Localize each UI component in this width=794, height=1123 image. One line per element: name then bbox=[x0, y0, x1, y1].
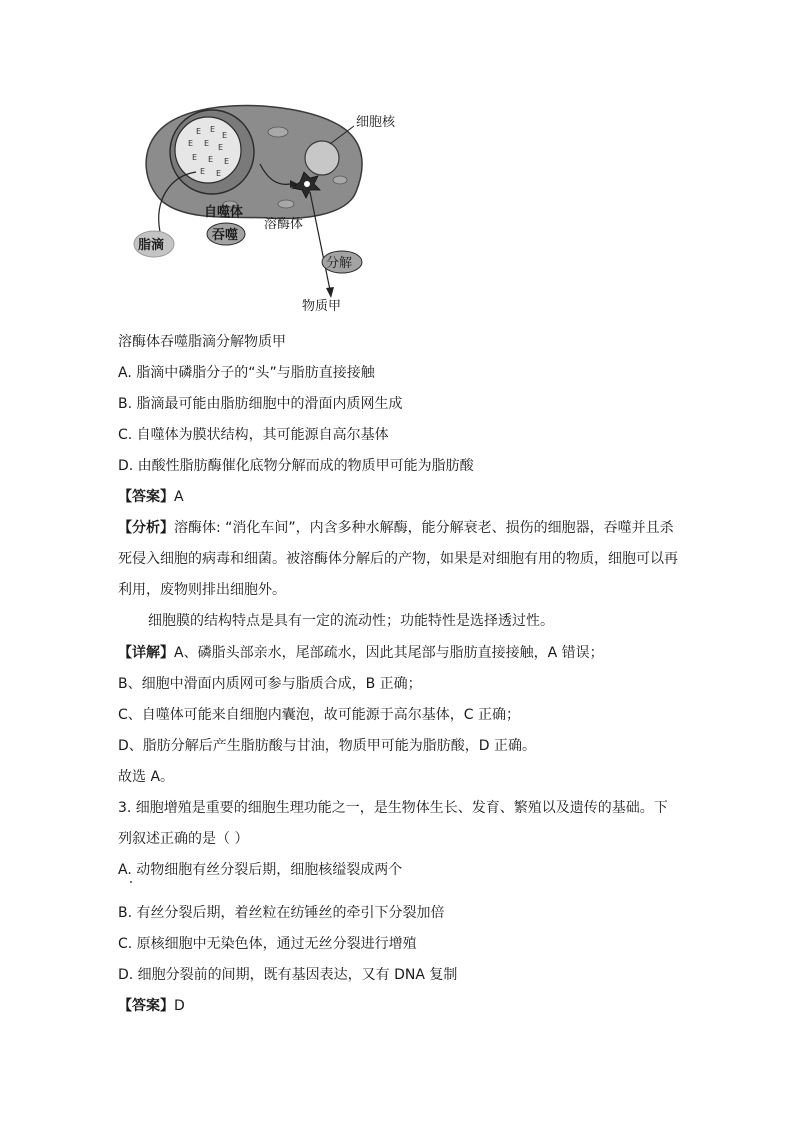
q2-option-a: A. 脂滴中磷脂分子的“头”与脂肪直接接触 bbox=[118, 365, 375, 381]
lysosome-figure bbox=[118, 92, 418, 320]
q2-analysis-extra: 细胞膜的结构特点是具有一定的流动性；功能特性是选择透过性。 bbox=[148, 613, 554, 629]
q2-analysis-line-1 bbox=[118, 518, 674, 538]
nucleus bbox=[305, 141, 339, 175]
svg-text:E: E bbox=[188, 139, 194, 148]
detail-text: A、磷脂头部亲水，尾部疏水，因此其尾部与脂肪直接接触，A 错误； bbox=[174, 645, 604, 661]
svg-text:E: E bbox=[218, 143, 224, 152]
svg-text:E: E bbox=[208, 155, 214, 164]
q3-option-a: A. 动物细胞有丝分裂后期，细胞核缢裂成两个 bbox=[118, 862, 403, 878]
stray-dot bbox=[130, 881, 132, 883]
analysis-tag: 【分析】 bbox=[118, 520, 174, 536]
label-engulf: 吞噬 bbox=[212, 228, 239, 243]
label-nucleus: 细胞核 bbox=[356, 115, 396, 130]
q2-analysis-line-3: 利用，废物则排出细胞外。 bbox=[118, 582, 286, 598]
q2-detail-line-2: B、细胞中滑面内质网可参与脂质合成，B 正确； bbox=[118, 676, 422, 692]
answer-value: A bbox=[174, 489, 184, 505]
svg-text:E: E bbox=[224, 157, 230, 166]
answer-value: D bbox=[174, 998, 185, 1014]
svg-text:E: E bbox=[216, 169, 222, 178]
svg-text:E: E bbox=[196, 127, 202, 136]
label-substance: 物质甲 bbox=[302, 299, 342, 314]
q2-answer bbox=[118, 487, 184, 507]
figure-caption: 溶酶体吞噬脂滴分解物质甲 bbox=[118, 334, 286, 350]
q2-option-b: B. 脂滴最可能由脂肪细胞中的滑面内质网生成 bbox=[118, 396, 403, 412]
q2-detail-line-3: C、自噬体可能来自细胞内囊泡，故可能源于高尔基体，C 正确； bbox=[118, 707, 520, 723]
q2-option-d: D. 由酸性脂肪酶催化底物分解而成的物质甲可能为脂肪酸 bbox=[118, 458, 474, 474]
label-autophagosome: 自噬体 bbox=[204, 205, 244, 220]
q2-detail-line-4: D、脂肪分解后产生脂肪酸与甘油，物质甲可能为脂肪酸，D 正确。 bbox=[118, 738, 537, 754]
answer-tag: 【答案】 bbox=[118, 998, 174, 1014]
q3-option-c: C. 原核细胞中无染色体，通过无丝分裂进行增殖 bbox=[118, 936, 417, 952]
svg-text:E: E bbox=[204, 139, 210, 148]
label-lysosome: 溶酶体 bbox=[264, 217, 304, 232]
label-lipid-droplet: 脂滴 bbox=[138, 238, 165, 253]
q3-option-b: B. 有丝分裂后期，着丝粒在纺锤丝的牵引下分裂加倍 bbox=[118, 905, 445, 921]
q2-conclusion: 故选 A。 bbox=[118, 769, 175, 785]
svg-text:E: E bbox=[210, 125, 216, 134]
answer-tag: 【答案】 bbox=[118, 489, 174, 505]
q2-detail-line-1 bbox=[118, 643, 604, 663]
svg-text:E: E bbox=[192, 153, 198, 162]
detail-tag: 【详解】 bbox=[118, 645, 174, 661]
label-decompose: 分解 bbox=[326, 256, 353, 271]
autophagosome-inner bbox=[175, 117, 241, 183]
q3-answer bbox=[118, 996, 185, 1016]
q2-analysis-line-2: 死侵入细胞的病毒和细菌。被溶酶体分解后的产物，如果是对细胞有用的物质，细胞可以再 bbox=[118, 551, 678, 567]
q3-stem-line-2: 列叙述正确的是（ ） bbox=[118, 831, 249, 847]
q3-stem-line-1: 3. 细胞增殖是重要的细胞生理功能之一，是生物体生长、发育、繁殖以及遗传的基础。下 bbox=[118, 800, 668, 816]
q3-option-d: D. 细胞分裂前的间期，既有基因表达，又有 DNA 复制 bbox=[118, 967, 458, 983]
svg-text:E: E bbox=[222, 131, 228, 140]
svg-text:E: E bbox=[200, 167, 206, 176]
analysis-text: 溶酶体: “消化车间”，内含多种水解酶，能分解衰老、损伤的细胞器，吞噬并且杀 bbox=[174, 520, 674, 536]
q2-option-c: C. 自噬体为膜状结构，其可能源自高尔基体 bbox=[118, 427, 389, 443]
